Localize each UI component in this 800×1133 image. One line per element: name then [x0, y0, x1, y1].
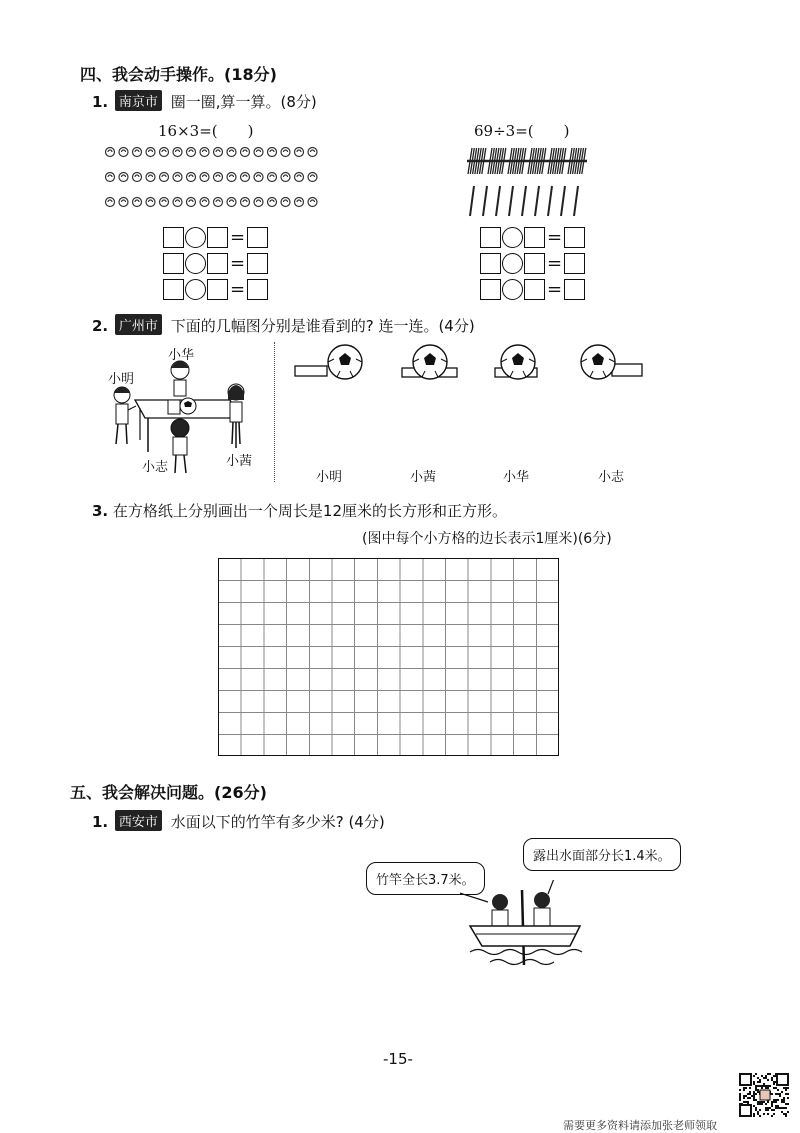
- left-fill-in-equations: [163, 224, 268, 302]
- right-fill-in-equations: [480, 224, 585, 302]
- speech-bubble-above-water: 露出水面部分长1.4米。: [523, 838, 681, 871]
- question-number: 1.: [92, 813, 109, 831]
- fill-in-row: [163, 276, 268, 302]
- answer-box[interactable]: [564, 253, 585, 274]
- section-5-title: 五、我会解决问题。(26分): [70, 783, 267, 802]
- answer-box[interactable]: [207, 279, 228, 300]
- answer-box[interactable]: [247, 253, 268, 274]
- fill-in-row: [480, 250, 585, 276]
- question-text: 水面以下的竹竿有多少米? (4分): [170, 813, 385, 831]
- operator-circle[interactable]: [185, 253, 206, 274]
- answer-box[interactable]: [163, 227, 184, 248]
- person-label: 小茜: [226, 454, 253, 469]
- answer-box[interactable]: [163, 279, 184, 300]
- answer-box[interactable]: [564, 227, 585, 248]
- fill-in-row: [480, 224, 585, 250]
- equals-sign: =: [230, 278, 246, 300]
- page-number: -15-: [383, 1050, 413, 1068]
- question-text: 圈一圈,算一算。(8分): [170, 93, 317, 111]
- right-equation: 69÷3=( ): [474, 122, 570, 140]
- answer-label: 小茜: [410, 470, 437, 485]
- question-text: 在方格纸上分别画出一个周长是12厘米的长方形和正方形。: [112, 502, 508, 520]
- answer-label: 小志: [598, 470, 625, 485]
- answer-box[interactable]: [247, 279, 268, 300]
- grid-scale-note: (图中每个小方格的边长表示1厘米)(6分): [362, 531, 612, 547]
- operator-circle[interactable]: [185, 279, 206, 300]
- city-tag: 西安市: [115, 810, 162, 831]
- city-tag: 广州市: [115, 314, 162, 335]
- question-3-prompt: [92, 500, 507, 521]
- operator-circle[interactable]: [185, 227, 206, 248]
- answer-label: 小明: [316, 470, 343, 485]
- fill-in-row: [163, 250, 268, 276]
- section-5-question-1-prompt: [92, 810, 385, 832]
- person-label: 小明: [108, 372, 135, 387]
- speech-bubble-total-length: 竹竿全长3.7米。: [366, 862, 485, 895]
- answer-box[interactable]: [480, 227, 501, 248]
- fill-in-row: [163, 224, 268, 250]
- answer-box[interactable]: [207, 253, 228, 274]
- stick-bundles-illustration: [462, 140, 602, 220]
- operator-circle[interactable]: [502, 253, 523, 274]
- answer-box[interactable]: [480, 253, 501, 274]
- equals-sign: =: [547, 278, 563, 300]
- answer-box[interactable]: [207, 227, 228, 248]
- question-text: 下面的几幅图分别是谁看到的? 连一连。(4分): [170, 317, 475, 335]
- drawing-grid[interactable]: [218, 558, 559, 756]
- answer-box[interactable]: [524, 253, 545, 274]
- qr-code-icon[interactable]: [738, 1072, 790, 1118]
- footer-note: 需要更多资料请添加张老师领取: [563, 1119, 717, 1132]
- question-number: 2.: [92, 317, 109, 335]
- counter-tokens-illustration: [100, 140, 330, 215]
- answer-box[interactable]: [524, 227, 545, 248]
- question-number: 3.: [92, 502, 109, 520]
- answer-box[interactable]: [247, 227, 268, 248]
- view-options-illustration: [290, 342, 650, 387]
- equals-sign: =: [230, 252, 246, 274]
- person-label: 小华: [168, 348, 195, 363]
- operator-circle[interactable]: [502, 227, 523, 248]
- answer-box[interactable]: [564, 279, 585, 300]
- equals-sign: =: [547, 252, 563, 274]
- equals-sign: =: [547, 226, 563, 248]
- question-number: 1.: [92, 93, 109, 111]
- answer-label: 小华: [503, 470, 530, 485]
- question-1-prompt: [92, 90, 317, 112]
- dotted-divider: [274, 342, 275, 482]
- left-equation: 16×3=( ): [158, 122, 254, 140]
- equals-sign: =: [230, 226, 246, 248]
- boat-scene-illustration: [460, 880, 590, 970]
- city-tag: 南京市: [115, 90, 162, 111]
- section-4-title: 四、我会动手操作。(18分): [80, 65, 277, 84]
- answer-box[interactable]: [524, 279, 545, 300]
- answer-box[interactable]: [163, 253, 184, 274]
- question-2-prompt: [92, 314, 475, 336]
- operator-circle[interactable]: [502, 279, 523, 300]
- answer-box[interactable]: [480, 279, 501, 300]
- person-label: 小志: [142, 460, 169, 475]
- fill-in-row: [480, 276, 585, 302]
